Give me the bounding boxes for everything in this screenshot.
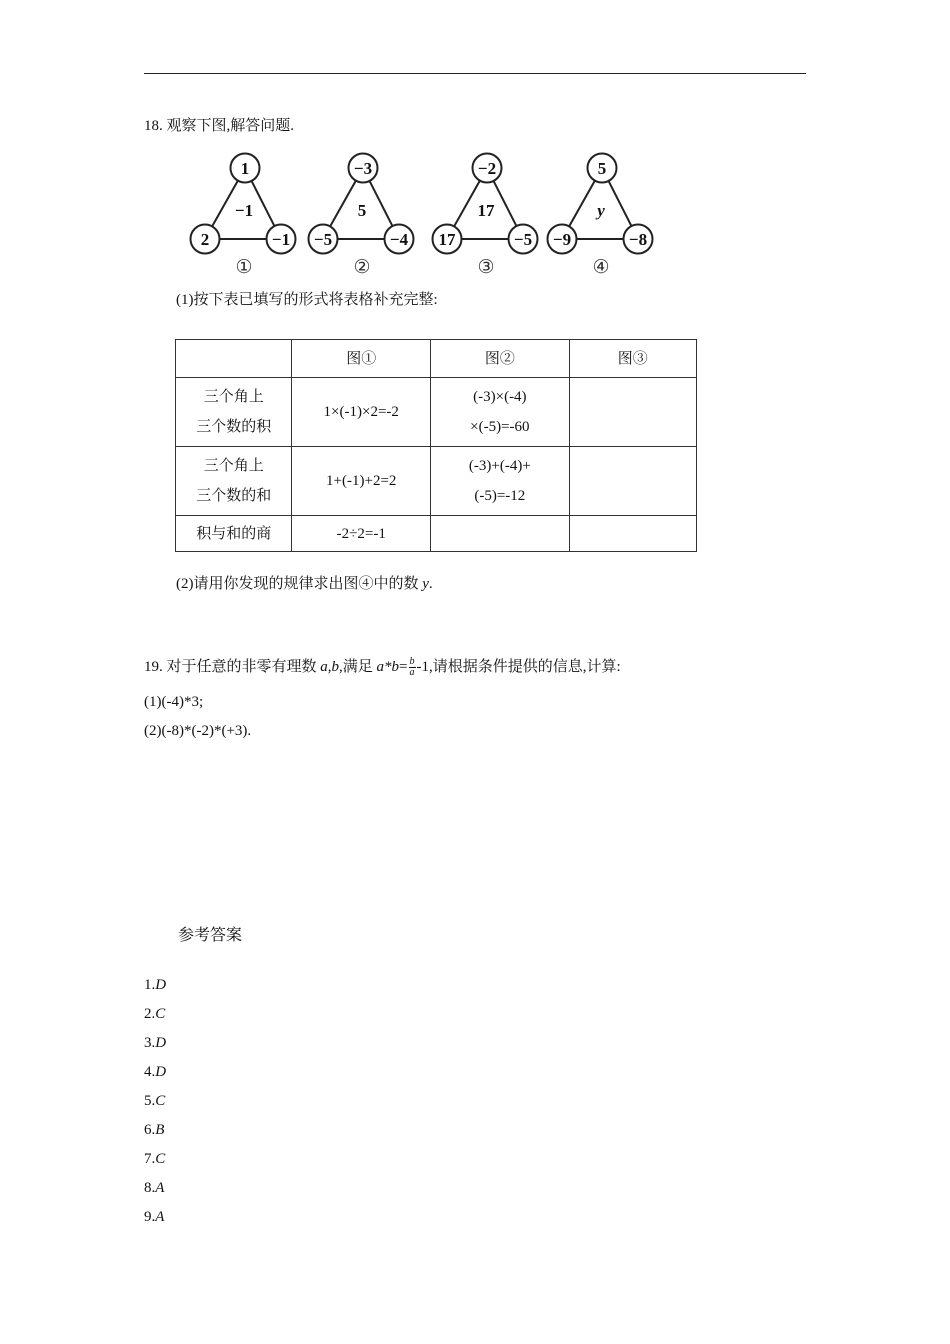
- answer-number: 2.: [144, 1006, 156, 1022]
- center-value: y: [597, 201, 605, 220]
- answer-choice: A: [155, 1180, 165, 1196]
- answer-choice: C: [155, 1151, 166, 1167]
- triangle-figure: [191, 154, 296, 279]
- vertex-value-right: −4: [389, 230, 409, 249]
- table-cell: [431, 447, 570, 516]
- table-cell: -2÷2=-1: [292, 516, 431, 552]
- q19-part2: (2)(-8)*(-2)*(+3).: [144, 723, 252, 739]
- q19-lhs: a*b: [376, 659, 400, 675]
- table-row: [176, 378, 697, 447]
- triangle-edge: [569, 181, 595, 227]
- answer-item: [144, 1120, 164, 1140]
- answer-choice: D: [155, 1035, 167, 1051]
- q18-table: [175, 339, 697, 552]
- answer-number: 8.: [144, 1180, 156, 1196]
- triangle-edge: [494, 181, 517, 226]
- answer-item: [144, 1207, 164, 1227]
- answer-item: [144, 1033, 166, 1053]
- q18-part2: [176, 574, 433, 594]
- vertex-value-top: −2: [477, 159, 497, 178]
- answer-item: [144, 1178, 164, 1198]
- vertex-value-left: 17: [438, 230, 456, 249]
- fraction-numerator: b: [409, 656, 415, 668]
- vertex-value-top: −3: [353, 159, 373, 178]
- triangle-figure: [433, 154, 538, 279]
- cell-line: (-5)=-12: [474, 488, 526, 504]
- vertex-value-right: −8: [628, 230, 648, 249]
- triangle-figures-svg: [185, 150, 655, 280]
- triangle-edge: [252, 181, 275, 226]
- answer-item: [144, 1004, 165, 1024]
- q19-mid: ,满足: [339, 659, 377, 675]
- q18-figures: [185, 150, 655, 280]
- vertex-value-left: −5: [313, 230, 333, 249]
- row-header-line: 三个数的积: [196, 419, 272, 435]
- triangle-edge: [454, 181, 480, 227]
- answer-number: 9.: [144, 1209, 156, 1225]
- answer-choice: C: [155, 1006, 166, 1022]
- table-cell-blank: [569, 447, 696, 516]
- answer-choice: C: [155, 1093, 166, 1109]
- table-cell-blank: [569, 378, 696, 447]
- row-header-line: 三个角上: [203, 389, 264, 405]
- vertex-value-right: −5: [513, 230, 533, 249]
- center-value: −1: [234, 201, 254, 220]
- answer-item: [144, 975, 166, 995]
- q19-stem: [144, 657, 621, 678]
- triangle-edge: [609, 181, 632, 226]
- center-value: 17: [477, 201, 495, 220]
- answer-number: 6.: [144, 1122, 156, 1138]
- vertex-value-left: 2: [200, 230, 210, 249]
- row-header-line: 三个数的和: [196, 488, 272, 504]
- q18-stem: 18. 观察下图,解答问题.: [144, 118, 295, 134]
- row-header-line: 三个角上: [203, 458, 264, 474]
- table-cell: 1+(-1)+2=2: [292, 447, 431, 516]
- table-cell: 1×(-1)×2=-2: [292, 378, 431, 447]
- answer-item: [144, 1091, 165, 1111]
- answers-title: 参考答案: [178, 927, 243, 944]
- q19-pre: 19. 对于任意的非零有理数: [144, 659, 321, 675]
- answer-choice: D: [155, 1064, 167, 1080]
- q19-eq: =: [399, 659, 408, 675]
- q19-fraction: [409, 657, 416, 678]
- table-header-cell: [176, 340, 292, 378]
- table-header-cell: 图②: [431, 340, 570, 378]
- q18-part1: (1)按下表已填写的形式将表格补充完整:: [176, 292, 438, 308]
- q18-part2-variable: y: [422, 576, 429, 592]
- answer-number: 3.: [144, 1035, 156, 1051]
- triangle-edge: [330, 181, 356, 227]
- table-header-row: [176, 340, 697, 378]
- answer-choice: A: [155, 1209, 165, 1225]
- table-row: [176, 447, 697, 516]
- figure-label: ①: [235, 257, 253, 278]
- answer-number: 5.: [144, 1093, 156, 1109]
- vertex-value-top: 5: [597, 159, 607, 178]
- table-header-cell: 图①: [292, 340, 431, 378]
- answer-choice: B: [155, 1122, 165, 1138]
- row-header: [176, 447, 292, 516]
- q18-part2-text: (2)请用你发现的规律求出图④中的数: [176, 576, 423, 592]
- row-header: [176, 378, 292, 447]
- center-value: 5: [357, 201, 367, 220]
- q18-part2-period: .: [428, 576, 433, 592]
- fraction-denominator: a: [409, 667, 415, 679]
- table-cell: [431, 378, 570, 447]
- table-cell-blank: [431, 516, 570, 552]
- q19-post: -1,请根据条件提供的信息,计算:: [416, 659, 621, 675]
- cell-line: (-3)×(-4): [473, 389, 527, 405]
- table-cell-blank: [569, 516, 696, 552]
- q19-part1: (1)(-4)*3;: [144, 694, 204, 710]
- figure-label: ②: [353, 257, 371, 278]
- q19-vars: a,b: [320, 659, 340, 675]
- figure-label: ③: [477, 257, 495, 278]
- table-header-cell: 图③: [569, 340, 696, 378]
- cell-line: (-3)+(-4)+: [468, 458, 531, 474]
- triangle-edge: [370, 181, 393, 226]
- answer-item: [144, 1149, 165, 1169]
- answer-number: 4.: [144, 1064, 156, 1080]
- figure-label: ④: [592, 257, 610, 278]
- cell-line: ×(-5)=-60: [470, 419, 530, 435]
- vertex-value-top: 1: [240, 159, 250, 178]
- answer-choice: D: [155, 977, 167, 993]
- vertex-value-left: −9: [552, 230, 572, 249]
- answer-item: [144, 1062, 166, 1082]
- triangle-figure: [309, 154, 414, 279]
- row-header: 积与和的商: [176, 516, 292, 552]
- answer-number: 7.: [144, 1151, 156, 1167]
- header-rule: [144, 73, 806, 74]
- table-row: [176, 516, 697, 552]
- answer-number: 1.: [144, 977, 156, 993]
- triangle-figure: [548, 154, 653, 279]
- vertex-value-right: −1: [271, 230, 291, 249]
